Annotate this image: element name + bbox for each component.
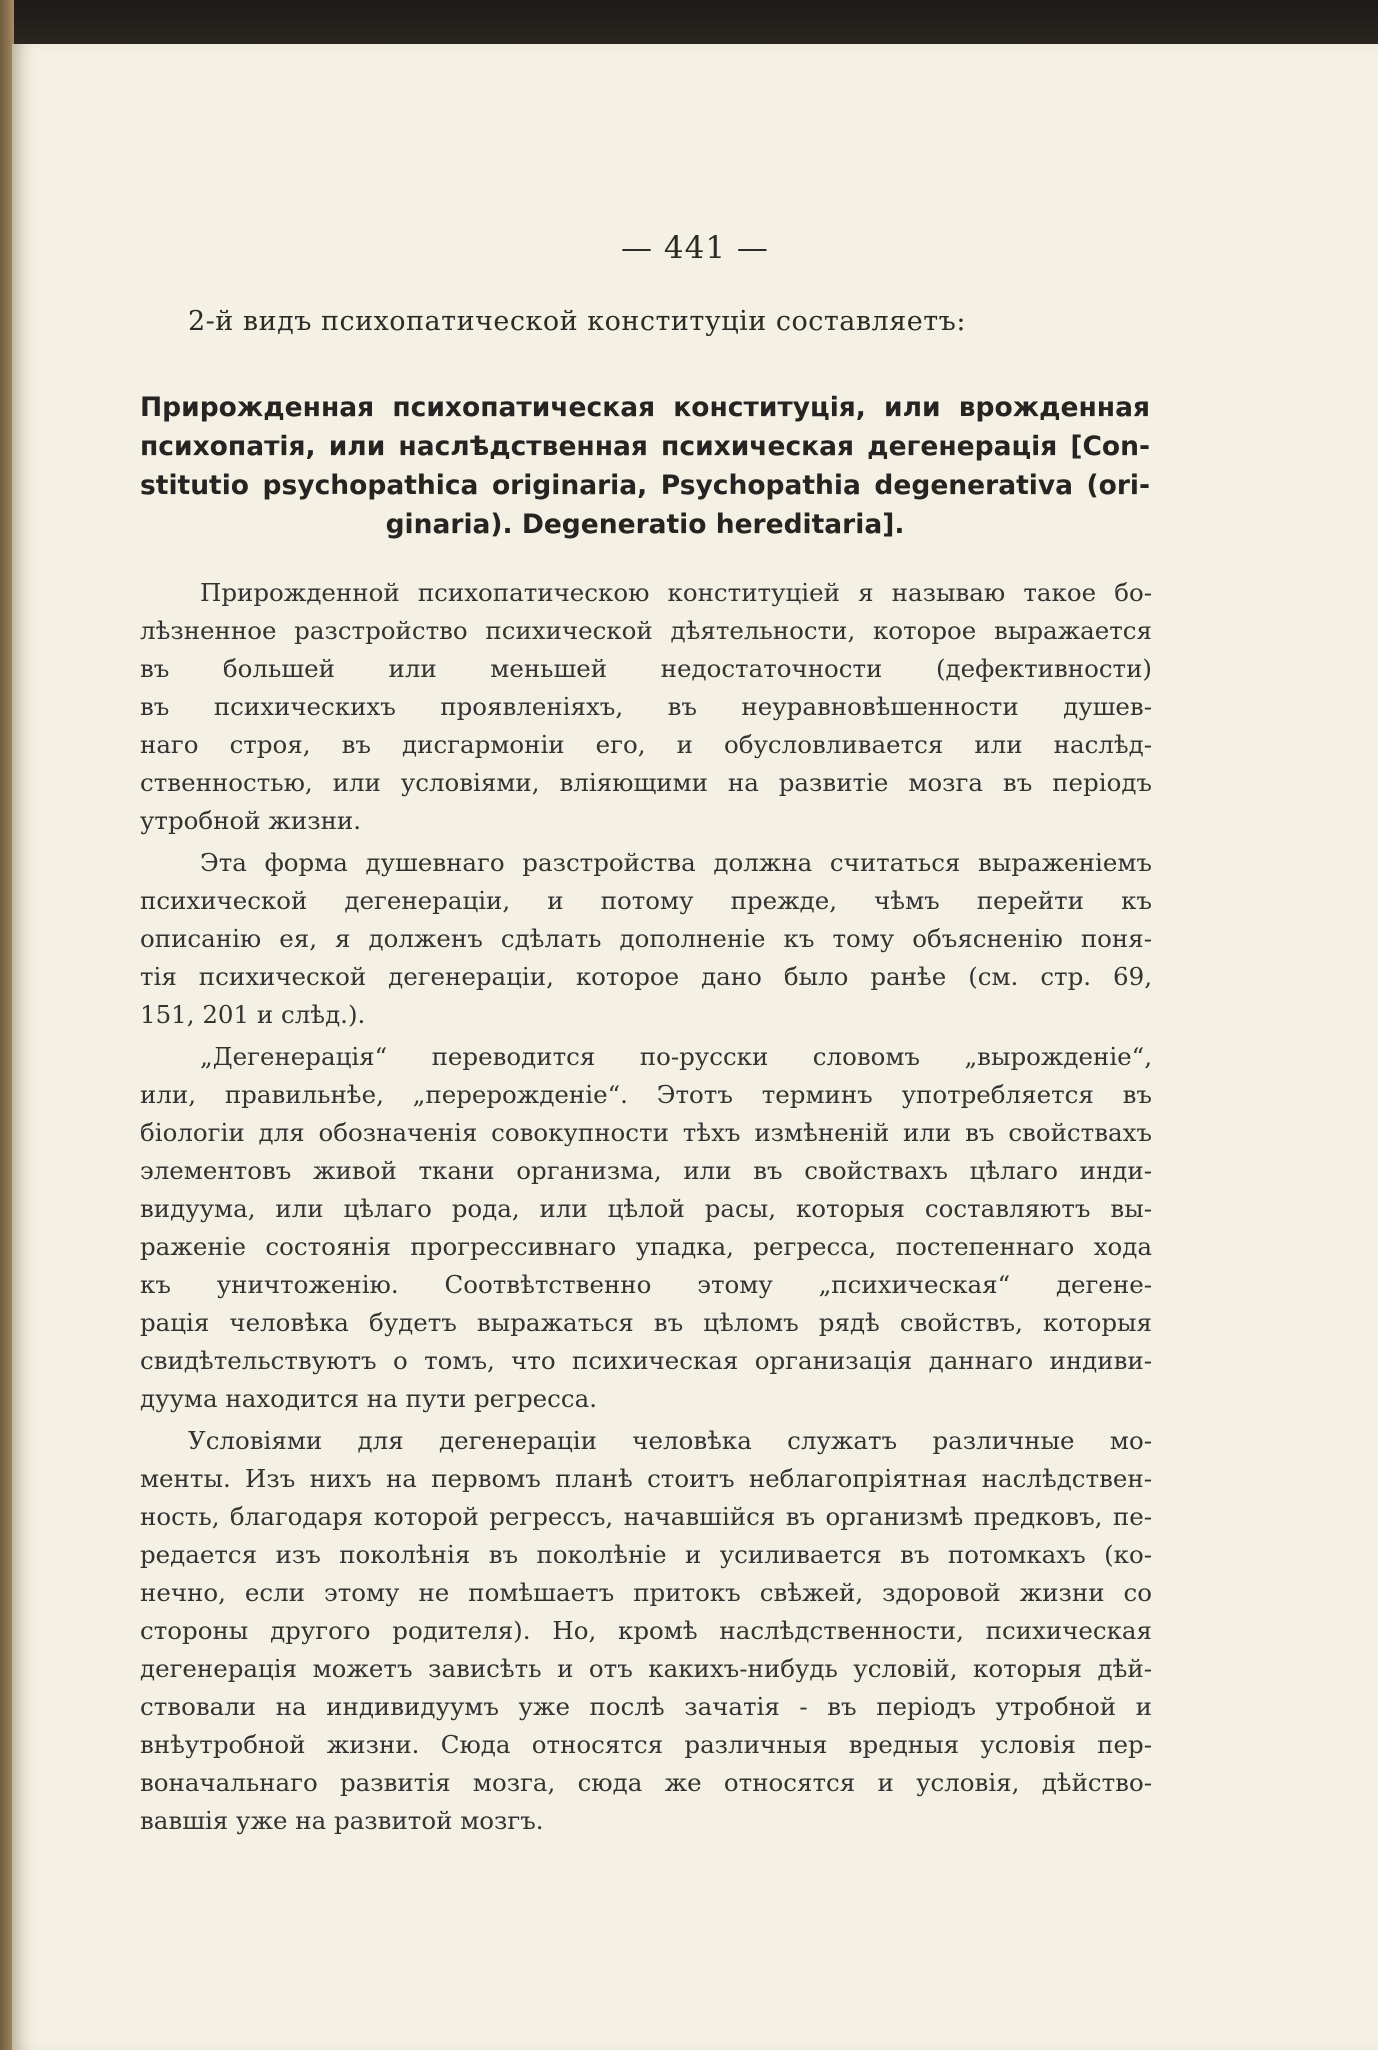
text-line: нечно, если этому не помѣшаетъ притокъ свѣжей, здоровой жизни со [140,1578,1152,1607]
text-line: свидѣтельствуютъ о томъ, что психическая организація даннаго индиви- [140,1346,1152,1375]
heading-line: stitutio psychopathica originaria, Psychopathia degenerativa (ori- [140,470,1150,501]
body-text [140,574,1152,1844]
text-line: элементовъ живой ткани организма, или въ свойствахъ цѣлаго инди- [140,1156,1152,1185]
text-line: „Дегенерація“ переводится по-русски словомъ „вырожденіе“, [200,1042,1152,1071]
paragraph [140,1038,1152,1418]
text-line: менты. Изъ нихъ на первомъ планѣ стоитъ неблагопріятная наслѣдствен- [140,1464,1152,1493]
text-line: біологіи для обозначенія совокупности тѣхъ измѣненій или въ свойствахъ [140,1118,1152,1147]
text-line: вавшія уже на развитой мозгъ. [140,1806,544,1835]
heading-line: ginaria). Degeneratio hereditaria]. [385,509,905,540]
text-line: раженіе состоянія прогрессивнаго упадка, регресса, постепеннаго хода [140,1232,1152,1261]
text-line: тія психической дегенераціи, которое дано было ранѣе (см. стр. 69, [140,962,1152,991]
text-line: дегенерація можетъ зависѣть и отъ какихъ-нибудь условій, которыя дѣй- [140,1654,1152,1683]
book-page [12,44,1378,2050]
section-intro: 2-й видъ психопатической конституціи составляетъ: [188,306,966,337]
text-line: къ уничтоженію. Соотвѣтственно этому „психическая“ дегене- [140,1270,1152,1299]
text-line: психической дегенераціи, и потому прежде, чѣмъ перейти къ [140,886,1152,915]
text-line: въ большей или меньшей недостаточности (дефективности) [140,654,1152,683]
text-line: воначальнаго развитія мозга, сюда же относятся и условія, дѣйство- [140,1768,1152,1797]
text-line: дуума находится на пути регресса. [140,1384,597,1413]
paragraph [140,1422,1152,1840]
text-line: Условіями для дегенераціи человѣка служатъ различные мо- [188,1426,1152,1455]
paragraph [140,574,1152,840]
text-line: лѣзненное разстройство психической дѣятельности, которое выражается [140,616,1152,645]
heading-line: психопатія, или наслѣдственная психическая дегенерація [Con- [140,431,1150,462]
page-number: — 441 — [621,230,769,266]
text-line: редается изъ поколѣнія въ поколѣніе и усиливается въ потомкахъ (ко- [140,1540,1152,1569]
paragraph [140,844,1152,1034]
text-line: описанію ея, я долженъ сдѣлать дополненіе къ тому объясненію поня- [140,924,1152,953]
text-line: внѣутробной жизни. Сюда относятся различныя вредныя условія пер- [140,1730,1152,1759]
text-line: стороны другого родителя). Но, кромѣ наслѣдственности, психическая [140,1616,1152,1645]
heading-line: Прирожденная психопатическая конституція, или врожденная [140,392,1150,423]
text-line: рація человѣка будетъ выражаться въ цѣломъ рядѣ свойствъ, которыя [140,1308,1152,1337]
text-line: ность, благодаря которой регрессъ, начавшійся въ организмѣ предковъ, пе- [140,1502,1152,1531]
text-line: утробной жизни. [140,806,362,835]
text-line: или, правильнѣе, „перерожденіе“. Этотъ терминъ употребляется въ [140,1080,1152,1109]
text-line: ственностью, или условіями, вліяющими на развитіе мозга въ періодъ [140,768,1152,797]
text-line: наго строя, въ дисгармоніи его, и обусловливается или наслѣд- [140,730,1152,759]
text-line: Прирожденной психопатическою конституціей я называю такое бо- [200,578,1152,607]
text-line: ствовали на индивидуумъ уже послѣ зачатія - въ періодъ утробной и [140,1692,1152,1721]
text-line: Эта форма душевнаго разстройства должна считаться выраженіемъ [200,848,1152,877]
section-heading [140,388,1150,544]
text-line: видуума, или цѣлаго рода, или цѣлой расы, которыя составляютъ вы- [140,1194,1152,1223]
text-line: въ психическихъ проявленіяхъ, въ неуравновѣшенности душев- [140,692,1152,721]
text-line: 151, 201 и слѣд.). [140,1000,366,1029]
